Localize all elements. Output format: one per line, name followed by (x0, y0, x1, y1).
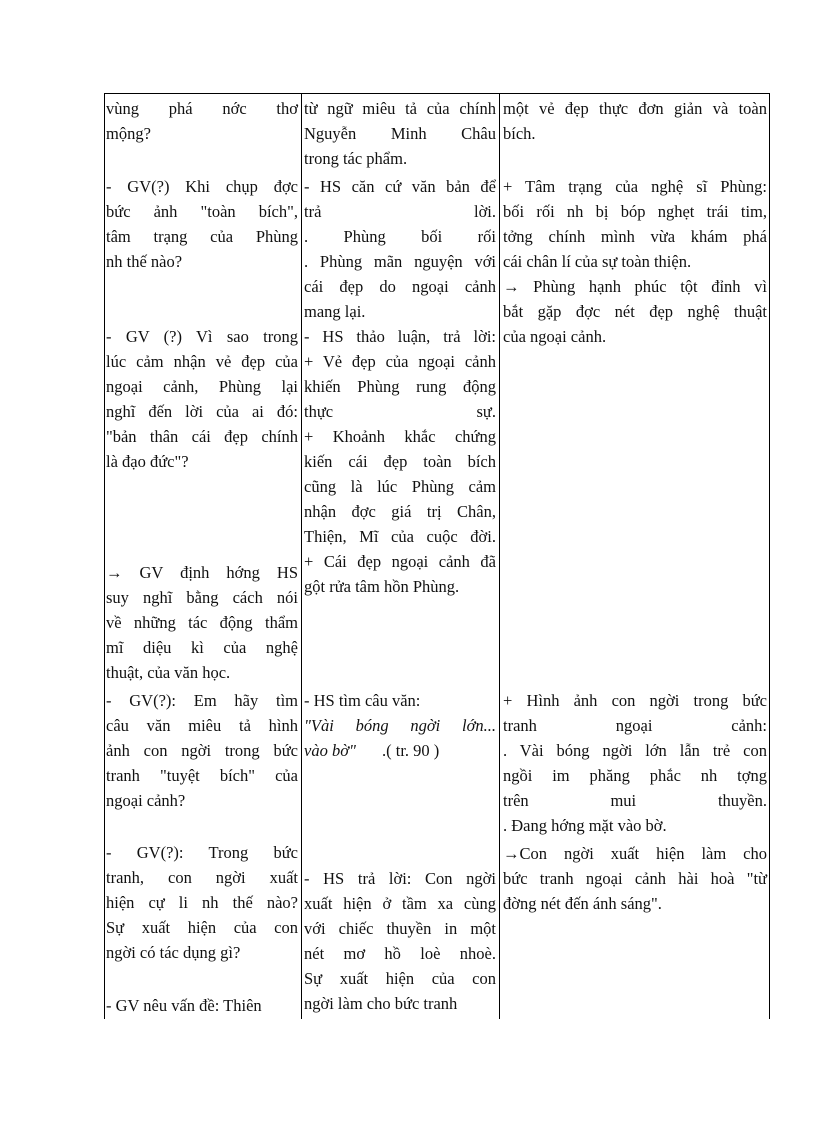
text-line: trên mui thuyền. (503, 791, 767, 810)
text-line: bắt gặp đợc nét đẹp nghệ thuật (503, 302, 767, 321)
text-line: + Vẻ đẹp của ngoại cảnh (304, 352, 496, 371)
text-line: . Đang hớng mặt vào bờ. (503, 816, 667, 835)
col2-block (304, 688, 496, 713)
text-line: cái chân lí của sự toàn thiện. (503, 252, 692, 271)
text-line: - HS tìm câu văn: (304, 691, 421, 710)
text-line: câu văn miêu tả hình (106, 716, 298, 735)
table-border-left (104, 93, 105, 1019)
text-line: từ ngữ miêu tả của chính (304, 99, 496, 118)
text-line: Thiện, Mĩ của cuộc đời. (304, 527, 496, 546)
text-line: mĩ diệu kì của nghệ (106, 638, 298, 657)
text-line: với chiếc thuyền in một (304, 919, 496, 938)
text-line: thực sự. (304, 402, 496, 421)
col1-block (106, 324, 298, 474)
text-line: nhận đợc giá trị Chân, (304, 502, 496, 521)
col2-block (304, 96, 496, 171)
col3-block (503, 841, 767, 916)
text-line: Nguyễn Minh Châu (304, 124, 496, 143)
text-line: → GV định hớng HS (106, 563, 298, 582)
text-line: gột rửa tâm hồn Phùng. (304, 577, 460, 596)
text-line: nghĩ đến lời của ai đó: (106, 402, 298, 421)
text-line: + Hình ảnh con ngời trong bức (503, 691, 767, 710)
text-line: cái đẹp do ngoại cảnh (304, 277, 496, 296)
text-line: bích. (503, 124, 536, 143)
text-line: ngoại cảnh? (106, 791, 186, 810)
text-line: hiện cự li nh thế nào? (106, 893, 298, 912)
text-line: bức tranh ngoại cảnh hài hoà "từ (503, 869, 767, 888)
table-divider-1 (301, 93, 302, 1019)
text-line: đờng nét đến ánh sáng". (503, 894, 662, 913)
text-line: →Con ngời xuất hiện làm cho (503, 844, 767, 863)
col1-block (106, 993, 298, 1018)
text-line: nh thế nào? (106, 252, 183, 271)
text-line: - GV(?): Trong bức (106, 843, 298, 862)
text-line: bối rối nh bị bóp nghẹt trái tim, (503, 202, 767, 221)
text-line: → Phùng hạnh phúc tột đỉnh vì (503, 277, 767, 296)
text-line: .( tr. 90 ) (382, 741, 440, 760)
col1-block (106, 96, 298, 146)
text-line: . Phùng mãn nguyện với (304, 252, 496, 271)
text-line: tranh "tuyệt bích" của (106, 766, 298, 785)
text-line: Sự xuất hiện của con (304, 969, 496, 988)
text-line: ngời có tác dụng gì? (106, 943, 241, 962)
text-line: kiến cái đẹp toàn bích (304, 452, 496, 471)
col3-block (503, 174, 767, 274)
text-line: tởng chính mình vừa khám phá (503, 227, 767, 246)
col1-block (106, 174, 298, 274)
col3-block (503, 96, 767, 146)
text-line: tranh ngoại cảnh: (503, 716, 767, 735)
text-line: + Tâm trạng của nghệ sĩ Phùng: (503, 177, 767, 196)
text-line: tranh, con ngời xuất (106, 868, 298, 887)
text-line: ngoại cảnh, Phùng lại (106, 377, 298, 396)
text-line: - GV (?) Vì sao trong (106, 327, 298, 346)
text-line: ngời làm cho bức tranh (304, 994, 458, 1013)
text-line: lúc cảm nhận vẻ đẹp của (106, 352, 298, 371)
col1-block (106, 840, 298, 965)
text-line: của ngoại cảnh. (503, 327, 607, 346)
col2-block (304, 324, 496, 599)
text-line: - GV nêu vấn đề: Thiên (106, 996, 262, 1015)
text-line: xuất hiện ở tầm xa cùng (304, 894, 496, 913)
text-line: mang lại. (304, 302, 366, 321)
text-line: ngồi im phăng phắc nh tợng (503, 766, 767, 785)
col3-block (503, 274, 767, 349)
text-line: . Vài bóng ngời lớn lẫn trẻ con (503, 741, 767, 760)
text-line: "Vài bóng ngời lớn... (304, 716, 496, 735)
text-line: mộng? (106, 124, 151, 143)
text-line: - GV(?): Em hãy tìm (106, 691, 298, 710)
text-line: "bản thân cái đẹp chính (106, 427, 298, 446)
table-border-right (769, 93, 770, 1019)
text-line: - HS trả lời: Con ngời (304, 869, 496, 888)
text-line: tâm trạng của Phùng (106, 227, 298, 246)
col1-block (106, 560, 298, 685)
text-line: - HS thảo luận, trả lời: (304, 327, 496, 346)
text-line: + Khoảnh khắc chứng (304, 427, 496, 446)
text-line: + Cái đẹp ngoại cảnh đã (304, 552, 496, 571)
col1-block (106, 688, 298, 813)
text-line: ảnh con ngời trong bức (106, 741, 298, 760)
text-line: trả lời. (304, 202, 496, 221)
table-divider-2 (499, 93, 500, 1019)
text-line: trong tác phẩm. (304, 149, 408, 168)
text-line: . Phùng bối rối (304, 227, 496, 246)
text-line: khiến Phùng rung động (304, 377, 496, 396)
text-line: - GV(?) Khi chụp đợc (106, 177, 298, 196)
text-line: suy nghĩ bằng cách nói (106, 588, 298, 607)
text-line: bức ảnh "toàn bích", (106, 202, 298, 221)
text-line: là đạo đức"? (106, 452, 189, 471)
text-line: vào bờ" (304, 741, 356, 760)
col3-block (503, 688, 767, 838)
text-line: thuật, của văn học. (106, 663, 231, 682)
col2-block (382, 738, 496, 763)
text-line: một vẻ đẹp thực đơn giản và toàn (503, 99, 767, 118)
text-line: - HS căn cứ văn bản để (304, 177, 496, 196)
text-line: vùng phá nớc thơ (106, 99, 298, 118)
text-line: cũng là lúc Phùng cảm (304, 477, 496, 496)
text-line: nét mơ hồ loè nhoè. (304, 944, 496, 963)
text-line: Sự xuất hiện của con (106, 918, 298, 937)
text-line: về những tác động thẩm (106, 613, 298, 632)
col2-block (304, 174, 496, 324)
col2-block (304, 866, 496, 1016)
